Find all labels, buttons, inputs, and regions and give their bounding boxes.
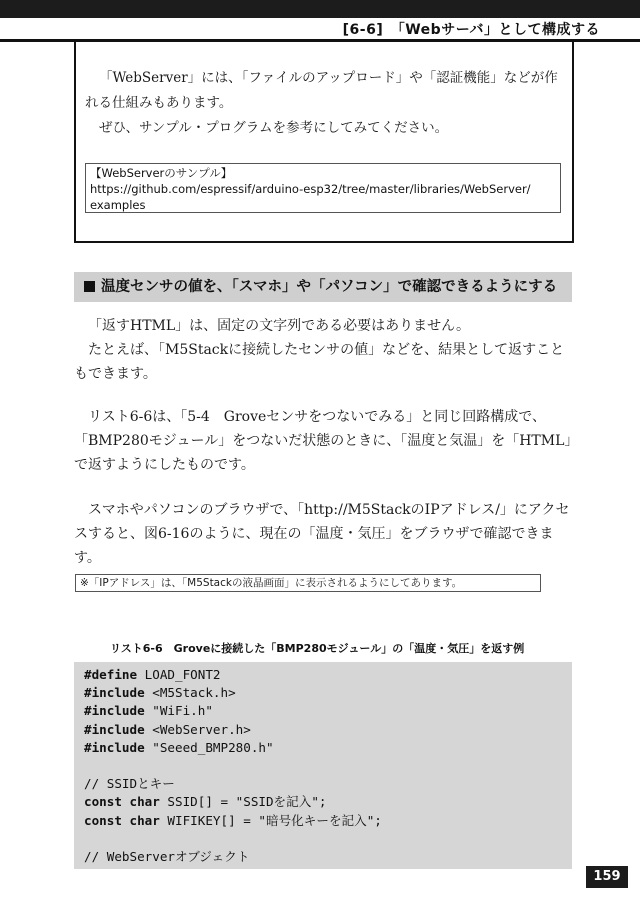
- code-line: [84, 757, 562, 775]
- body-paragraph-1a: 「返すHTML」は、固定の文字列である必要はありません。: [88, 318, 471, 334]
- box-paragraph-1: 「WebServer」には、「ファイルのアップロード」や「認証機能」などが作れる仕組みもあります。: [85, 70, 558, 111]
- body-paragraph-3: スマホやパソコンのブラウザで、「http://M5StackのIPアドレス/」にアクセスすると、図6-16のように、現在の「温度・気圧」をブラウザで確認できます。: [74, 502, 570, 566]
- square-bullet-icon: [84, 281, 95, 292]
- code-line: [84, 830, 562, 848]
- code-line: const char WIFIKEY[] = "暗号化キーを記入";: [84, 812, 382, 828]
- code-line: #include <M5Stack.h>: [84, 685, 236, 701]
- body-paragraph-2: リスト6-6は、「5-4 Groveセンサをつないでみる」と同じ回路構成で、「BMP280モジュール」をつないだ状態のときに、「温度と気温」を「HTML」で返すようにしたものです。: [74, 409, 572, 473]
- listing-caption: リスト6-6 Groveに接続した「BMP280モジュール」の「温度・気圧」を返す例: [110, 642, 525, 655]
- code-block: [74, 662, 572, 869]
- code-line: #include <WebServer.h>: [84, 721, 251, 737]
- code-comment: // SSIDとキー: [84, 776, 175, 792]
- sample-url-box: [85, 163, 561, 213]
- box-paragraph-2: ぜひ、サンプル・プログラムを参考にしてみてください。: [99, 120, 449, 136]
- body-paragraph-1b: たとえば、「M5Stackに接続したセンサの値」などを、結果として返すこともできます。: [74, 342, 565, 382]
- note-box: ※「IPアドレス」は、「M5Stackの液晶画面」に表示されるようにしてあります。: [75, 574, 541, 592]
- top-bar: [0, 0, 640, 18]
- sample-url-link-cont[interactable]: examples: [90, 198, 146, 212]
- sample-label: 【WebServerのサンプル】: [90, 166, 233, 180]
- running-header: [6-6] 「Webサーバ」として構成する: [342, 22, 600, 38]
- section-heading-text: 温度センサの値を、「スマホ」や「パソコン」で確認できるようにする: [101, 279, 558, 295]
- code-line: const char SSID[] = "SSIDを記入";: [84, 794, 327, 810]
- section-heading: [74, 272, 572, 302]
- code-comment: // WebServerオブジェクト: [84, 848, 250, 864]
- code-line: #define LOAD_FONT2: [84, 667, 221, 682]
- code-line: #include "WiFi.h": [84, 703, 213, 719]
- sample-url-link[interactable]: https://github.com/espressif/arduino-esp32/tree/master/libraries/WebServer/: [90, 182, 531, 196]
- page-number: 159: [586, 866, 628, 888]
- code-line: #include "Seeed_BMP280.h": [84, 739, 274, 755]
